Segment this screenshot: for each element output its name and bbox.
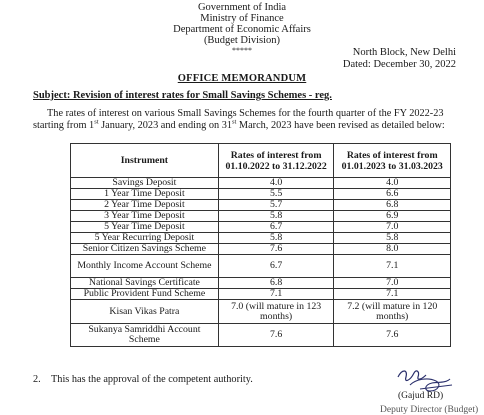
cell-old-rate: 5.7 bbox=[218, 200, 334, 211]
cell-instrument: Kisan Vikas Patra bbox=[71, 300, 219, 324]
table-row bbox=[71, 244, 451, 255]
cell-instrument: Monthly Income Account Scheme bbox=[71, 255, 219, 278]
cell-new-rate: 7.1 bbox=[334, 289, 451, 300]
table-row bbox=[71, 189, 451, 200]
table-row bbox=[71, 233, 451, 244]
cell-old-rate: 7.6 bbox=[218, 244, 334, 255]
header-rate-q4: Rates of interest from 01.01.2023 to 31.03.2023 bbox=[334, 144, 451, 178]
table-row bbox=[71, 324, 451, 347]
cell-old-rate: 7.6 bbox=[218, 324, 334, 347]
cell-old-rate: 7.0 (will mature in 123 months) bbox=[218, 300, 334, 324]
cell-old-rate: 4.0 bbox=[218, 178, 334, 189]
signatory-designation: Deputy Director (Budget) bbox=[380, 405, 479, 415]
table-row bbox=[71, 178, 451, 189]
para-part-2: January, 2023 and ending on 31 bbox=[98, 120, 232, 131]
cell-new-rate: 7.0 bbox=[334, 222, 451, 233]
table-header-row bbox=[71, 144, 451, 178]
cell-instrument: Savings Deposit bbox=[71, 178, 219, 189]
cell-instrument: 3 Year Time Deposit bbox=[71, 211, 219, 222]
cell-new-rate: 6.9 bbox=[334, 211, 451, 222]
cell-new-rate: 7.2 (will mature in 120 months) bbox=[334, 300, 451, 324]
table-row bbox=[71, 200, 451, 211]
header-division: (Budget Division) bbox=[203, 35, 281, 46]
header-department: Department of Economic Affairs bbox=[173, 24, 311, 35]
date-text: Dated: December 30, 2022 bbox=[342, 59, 456, 70]
header-government: Government of India bbox=[197, 2, 287, 13]
cell-instrument: Sukanya Samriddhi Account Scheme bbox=[71, 324, 219, 347]
cell-instrument: 1 Year Time Deposit bbox=[71, 189, 219, 200]
signatory-name: (Gajud RD) bbox=[398, 391, 444, 401]
header-stars: ***** bbox=[232, 46, 252, 55]
para-part-3: March, 2023 have been revised as detailed below: bbox=[236, 120, 445, 131]
subject-line: Subject: Revision of interest rates for Small Savings Schemes - reg. bbox=[33, 90, 332, 101]
cell-new-rate: 6.8 bbox=[334, 200, 451, 211]
table-row bbox=[71, 211, 451, 222]
table-row bbox=[71, 255, 451, 278]
cell-instrument: Public Provident Fund Scheme bbox=[71, 289, 219, 300]
cell-instrument: Senior Citizen Savings Scheme bbox=[71, 244, 219, 255]
approval-note bbox=[33, 374, 253, 385]
header-rate-q3: Rates of interest from 01.10.2022 to 31.12.2022 bbox=[218, 144, 334, 178]
cell-new-rate: 7.1 bbox=[334, 255, 451, 278]
header-instrument: Instrument bbox=[71, 144, 219, 178]
cell-old-rate: 5.8 bbox=[218, 211, 334, 222]
approval-number: 2. bbox=[33, 374, 41, 385]
location-text: North Block, New Delhi bbox=[352, 47, 456, 58]
cell-old-rate: 6.8 bbox=[218, 278, 334, 289]
cell-old-rate: 6.7 bbox=[218, 255, 334, 278]
cell-old-rate: 7.1 bbox=[218, 289, 334, 300]
cell-instrument: 2 Year Time Deposit bbox=[71, 200, 219, 211]
table-row bbox=[71, 278, 451, 289]
para-sup-1: st bbox=[94, 118, 99, 126]
cell-new-rate: 7.0 bbox=[334, 278, 451, 289]
cell-new-rate: 5.8 bbox=[334, 233, 451, 244]
cell-old-rate: 5.8 bbox=[218, 233, 334, 244]
cell-old-rate: 5.5 bbox=[218, 189, 334, 200]
memo-title: OFFICE MEMORANDUM bbox=[177, 73, 307, 84]
para-sup-2: st bbox=[232, 118, 237, 126]
cell-instrument: 5 Year Time Deposit bbox=[71, 222, 219, 233]
cell-instrument: National Savings Certificate bbox=[71, 278, 219, 289]
cell-old-rate: 6.7 bbox=[218, 222, 334, 233]
para-part-1: The rates of interest on various Small Savings Schemes for the fourth quarter of the FY 2022-23 starting from 1 bbox=[33, 108, 444, 131]
cell-new-rate: 4.0 bbox=[334, 178, 451, 189]
table-row bbox=[71, 300, 451, 324]
table-row bbox=[71, 222, 451, 233]
table-row bbox=[71, 289, 451, 300]
cell-new-rate: 8.0 bbox=[334, 244, 451, 255]
header-ministry: Ministry of Finance bbox=[200, 13, 284, 24]
cell-new-rate: 7.6 bbox=[334, 324, 451, 347]
cell-instrument: 5 Year Recurring Deposit bbox=[71, 233, 219, 244]
approval-text: This has the approval of the competent authority. bbox=[51, 374, 253, 385]
cell-new-rate: 6.6 bbox=[334, 189, 451, 200]
interest-rates-table bbox=[70, 143, 451, 347]
intro-paragraph bbox=[33, 108, 463, 132]
